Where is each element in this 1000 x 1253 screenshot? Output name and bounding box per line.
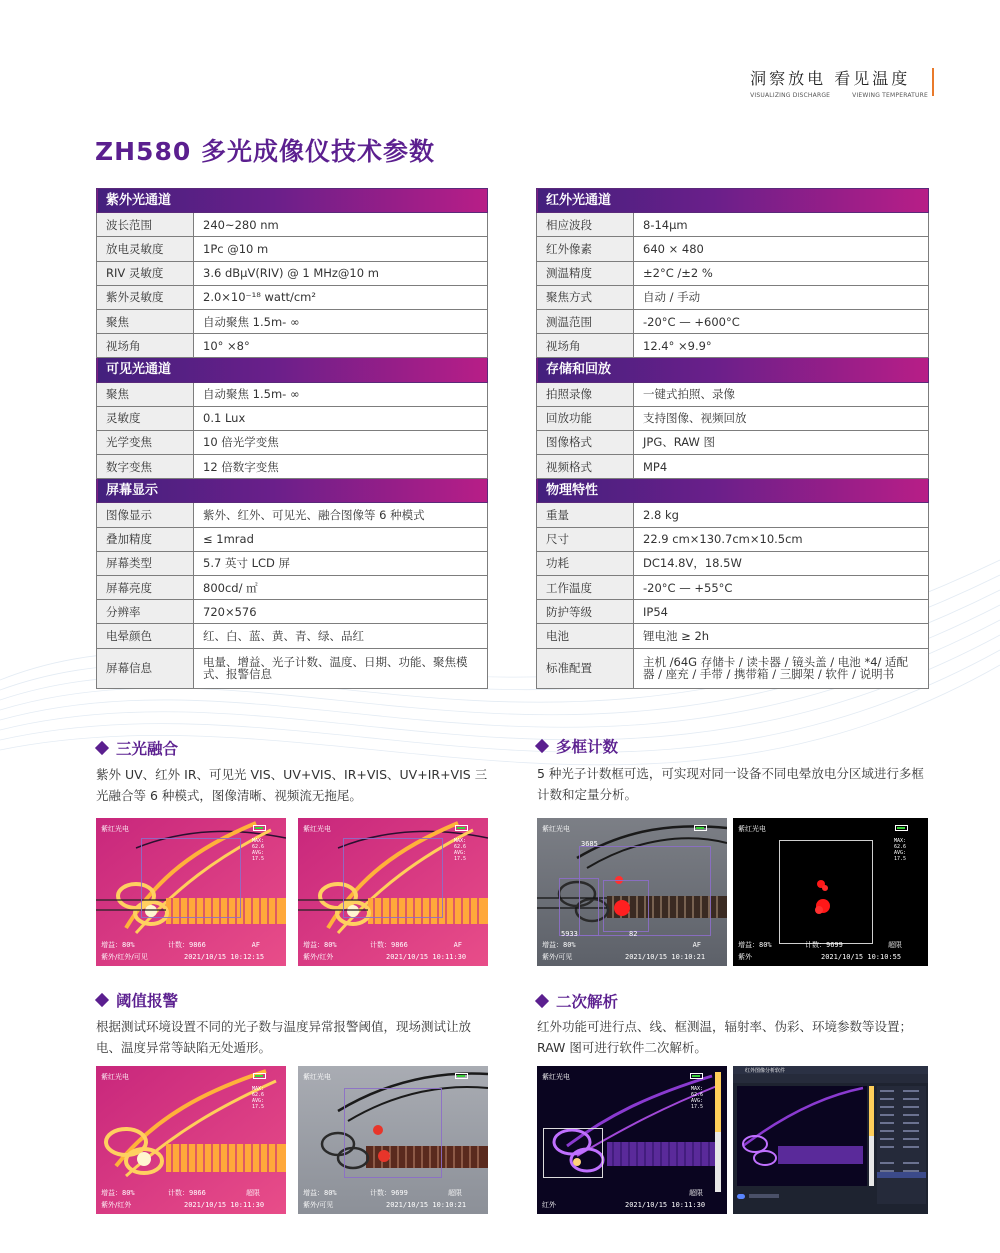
spec-key: 测温精度 <box>537 261 634 285</box>
diamond-icon <box>95 993 109 1007</box>
spec-key: 视频格式 <box>537 455 634 479</box>
spec-value: 一键式拍照、录像 <box>634 382 929 406</box>
spec-value: 2.8 kg <box>634 503 929 527</box>
spec-key: 叠加精度 <box>97 527 194 551</box>
alarm-flag: 超限 <box>448 1189 462 1197</box>
spec-value: ≤ 1mrad <box>194 527 488 551</box>
feature-text-alarm: 根据测试环境设置不同的光子数与温度异常报警阈值，现场测试让放电、温度异常等缺陷无处遁形。 <box>96 1019 472 1055</box>
spec-key: 防护等级 <box>537 600 634 624</box>
temperature-readout: MAX: 62.6 AVG: 17.5 <box>893 838 906 862</box>
feature-text-analysis: 红外功能可进行点、线、框测温，辐射率、伪彩、环境参数等设置；RAW 图可进行软件二次解析。 <box>537 1019 913 1055</box>
slogan-sub <box>750 92 928 99</box>
focus-flag: AF <box>251 941 260 949</box>
diamond-icon <box>535 739 549 753</box>
box-count-label: 5933 <box>561 930 578 938</box>
spec-value: DC14.8V，18.5W <box>634 551 929 575</box>
timestamp: 2021/10/15 10:12:15 <box>184 953 265 961</box>
display-mode: 紫外 <box>738 953 752 961</box>
spec-value: 1Pc @10 m <box>194 237 488 261</box>
gain-readout: 增益：80% <box>303 941 337 949</box>
alarm-flag: 超限 <box>689 1189 703 1197</box>
spec-key: 电池 <box>537 624 634 648</box>
diamond-icon <box>95 741 109 755</box>
spec-key: 相应波段 <box>537 213 634 237</box>
spec-key: 数字变焦 <box>97 455 194 479</box>
section-header: 红外光通道 <box>537 189 929 213</box>
spec-key: 光学变焦 <box>97 430 194 454</box>
feature-title-analysis <box>537 990 618 1012</box>
gain-readout: 增益：80% <box>738 941 772 949</box>
screenshot-fusion-2 <box>298 818 488 966</box>
spec-value: IP54 <box>634 600 929 624</box>
spec-key: RIV 灵敏度 <box>97 261 194 285</box>
display-mode: 紫外/红外 <box>101 1201 132 1209</box>
spec-key: 电晕颜色 <box>97 624 194 648</box>
spec-value: 800cd/ ㎡ <box>194 576 488 600</box>
screenshot-multibox-1 <box>537 818 727 966</box>
spec-key: 屏幕类型 <box>97 551 194 575</box>
spec-key: 视场角 <box>97 334 194 358</box>
count-box <box>779 840 873 944</box>
battery-icon <box>455 825 468 831</box>
focus-flag: AF <box>453 941 462 949</box>
spec-value: 12 倍数字变焦 <box>194 455 488 479</box>
section-header: 物理特性 <box>537 479 929 503</box>
spec-value: 5.7 英寸 LCD 屏 <box>194 551 488 575</box>
temperature-readout: MAX: 62.6 AVG: 17.5 <box>251 838 264 862</box>
display-mode: 紫外/红外 <box>303 953 334 961</box>
alarm-flag: 超限 <box>888 941 902 949</box>
spec-key: 拍照录像 <box>537 382 634 406</box>
slogan-sub-discharge: VISUALIZING DISCHARGE <box>750 92 831 99</box>
timestamp: 2021/10/15 10:11:30 <box>625 1201 706 1209</box>
temperature-readout: MAX: 62.6 AVG: 17.5 <box>453 838 466 862</box>
spec-key: 视场角 <box>537 334 634 358</box>
section-header: 可见光通道 <box>97 358 488 382</box>
spec-key: 工作温度 <box>537 576 634 600</box>
diamond-icon <box>535 994 549 1008</box>
feature-text-fusion: 紫外 UV、红外 IR、可见光 VIS、UV+VIS、IR+VIS、UV+IR+VIS 三光融合等 6 种模式，图像清晰、视频流无拖尾。 <box>96 767 488 803</box>
measure-box <box>343 838 443 918</box>
display-mode: 紫外/可见 <box>542 953 573 961</box>
spec-key: 聚焦 <box>97 309 194 333</box>
spec-key: 聚焦方式 <box>537 285 634 309</box>
timestamp: 2021/10/15 10:10:55 <box>821 953 902 961</box>
spec-value: 自动聚焦 1.5m- ∞ <box>194 309 488 333</box>
feature-title-text: 三光融合 <box>116 740 179 758</box>
spec-value: 640 × 480 <box>634 237 929 261</box>
battery-icon <box>253 1073 266 1079</box>
spec-key: 紫外灵敏度 <box>97 285 194 309</box>
spec-value: 主机 /64G 存储卡 / 读卡器 / 镜头盖 / 电池 *4/ 适配器 / 座充 / 手带 / 携带箱 / 三脚架 / 软件 / 说明书 <box>634 648 929 688</box>
spec-value: 支持图像、视频回放 <box>634 406 929 430</box>
spec-value: 0.1 Lux <box>194 406 488 430</box>
spec-key: 波长范围 <box>97 213 194 237</box>
spec-key: 回放功能 <box>537 406 634 430</box>
spec-key: 红外像素 <box>537 237 634 261</box>
spec-value: 240~280 nm <box>194 213 488 237</box>
section-header: 紫外光通道 <box>97 189 488 213</box>
device-brand: 紫红光电 <box>101 1073 129 1081</box>
screenshot-ir-analysis <box>537 1066 727 1214</box>
timestamp: 2021/10/15 10:11:30 <box>184 1201 265 1209</box>
photon-count: 计数：9866 <box>370 941 408 949</box>
battery-icon <box>895 825 908 831</box>
spec-key: 图像显示 <box>97 503 194 527</box>
timestamp: 2021/10/15 10:11:30 <box>386 953 467 961</box>
gain-readout: 增益：80% <box>542 941 576 949</box>
timestamp: 2021/10/15 10:10:21 <box>625 953 706 961</box>
spec-value: 10° ×8° <box>194 334 488 358</box>
screenshot-fusion-1 <box>96 818 286 966</box>
spec-key: 分辨率 <box>97 600 194 624</box>
feature-title-text: 多框计数 <box>556 738 619 756</box>
feature-title-text: 阈值报警 <box>116 992 179 1010</box>
focus-flag: AF <box>692 941 701 949</box>
display-mode: 紫外/可见 <box>303 1201 334 1209</box>
device-brand: 紫红光电 <box>738 825 766 833</box>
feature-title-alarm <box>97 989 178 1011</box>
spec-value: MP4 <box>634 455 929 479</box>
spec-value: 10 倍光学变焦 <box>194 430 488 454</box>
feature-title-text: 二次解析 <box>556 993 619 1011</box>
section-header: 屏幕显示 <box>97 479 488 503</box>
spec-value: ±2°C /±2 % <box>634 261 929 285</box>
photon-count: 计数：9866 <box>168 941 206 949</box>
spec-value: 锂电池 ≥ 2h <box>634 624 929 648</box>
spec-key: 重量 <box>537 503 634 527</box>
spec-value: 3.6 dBµV(RIV) @ 1 MHz@10 m <box>194 261 488 285</box>
photon-count: 计数：9866 <box>168 1189 206 1197</box>
spec-value: 自动 / 手动 <box>634 285 929 309</box>
photon-count: 计数：9699 <box>805 941 843 949</box>
software-window-title: 红外图像分析软件 <box>745 1068 786 1074</box>
gain-readout: 增益：80% <box>101 941 135 949</box>
device-brand: 紫红光电 <box>101 825 129 833</box>
count-box-b <box>603 880 649 932</box>
feature-text-multibox: 5 种光子计数框可选，可实现对同一设备不同电晕放电分区域进行多框计数和定量分析。 <box>537 766 924 802</box>
slogan-main: 洞察放电 看见温度 <box>750 69 911 88</box>
spec-value: 电量、增益、光子计数、温度、日期、功能、聚焦模式、报警信息 <box>194 648 488 688</box>
spec-key: 屏幕信息 <box>97 648 194 688</box>
spec-value: 红、白、蓝、黄、青、绿、品红 <box>194 624 488 648</box>
screenshot-alarm-1 <box>96 1066 286 1214</box>
spec-key: 放电灵敏度 <box>97 237 194 261</box>
temperature-readout: MAX: 62.6 AVG: 17.5 <box>690 1086 703 1110</box>
device-brand: 紫红光电 <box>542 825 570 833</box>
spec-key: 功耗 <box>537 551 634 575</box>
battery-icon <box>690 1073 703 1079</box>
spec-value: 22.9 cm×130.7cm×10.5cm <box>634 527 929 551</box>
screenshot-alarm-2 <box>298 1066 488 1214</box>
display-mode: 红外 <box>542 1201 556 1209</box>
slogan-sub-temperature: VIEWING TEMPERATURE <box>852 92 928 99</box>
gain-readout: 增益：80% <box>303 1189 337 1197</box>
page-title: ZH580 多光成像仪技术参数 <box>95 137 435 166</box>
count-box-c <box>559 878 599 936</box>
spec-value: 紫外、红外、可见光、融合图像等 6 种模式 <box>194 503 488 527</box>
photon-count: 计数：9699 <box>370 1189 408 1197</box>
box-count-label: 82 <box>629 930 638 938</box>
spec-table-right <box>536 188 929 689</box>
spec-key: 聚焦 <box>97 382 194 406</box>
battery-icon <box>253 825 266 831</box>
slogan-accent-bar <box>932 68 934 96</box>
spec-table-left <box>96 188 488 689</box>
spec-value: 720×576 <box>194 600 488 624</box>
spec-key: 标准配置 <box>537 648 634 688</box>
box-count-label: 3685 <box>581 840 598 848</box>
device-brand: 紫红光电 <box>303 825 331 833</box>
measure-box <box>141 838 241 918</box>
spec-value: -20°C — +55°C <box>634 576 929 600</box>
spec-value: 8-14µm <box>634 213 929 237</box>
spec-key: 图像格式 <box>537 430 634 454</box>
spec-key: 测温范围 <box>537 309 634 333</box>
screenshot-multibox-2 <box>733 818 928 966</box>
spec-value: JPG、RAW 图 <box>634 430 929 454</box>
slogan <box>750 66 928 99</box>
spec-value: 2.0×10⁻¹⁸ watt/cm² <box>194 285 488 309</box>
spec-key: 屏幕亮度 <box>97 576 194 600</box>
alarm-flag: 超限 <box>246 1189 260 1197</box>
spec-key: 尺寸 <box>537 527 634 551</box>
device-brand: 紫红光电 <box>303 1073 331 1081</box>
screenshot-analysis-software <box>733 1066 928 1214</box>
measure-box <box>344 1088 442 1178</box>
battery-icon <box>455 1073 468 1079</box>
display-mode: 紫外/红外/可见 <box>101 953 148 961</box>
temperature-readout: MAX: 62.6 AVG: 17.5 <box>251 1086 264 1110</box>
spec-key: 灵敏度 <box>97 406 194 430</box>
section-header: 存储和回放 <box>537 358 929 382</box>
battery-icon <box>694 825 707 831</box>
device-brand: 紫红光电 <box>542 1073 570 1081</box>
spec-value: -20°C — +600°C <box>634 309 929 333</box>
feature-title-multibox <box>537 735 618 757</box>
gain-readout: 增益：80% <box>101 1189 135 1197</box>
feature-title-fusion <box>97 737 178 759</box>
measure-box <box>543 1128 603 1178</box>
timestamp: 2021/10/15 10:10:21 <box>386 1201 467 1209</box>
spec-value: 12.4° ×9.9° <box>634 334 929 358</box>
spec-value: 自动聚焦 1.5m- ∞ <box>194 382 488 406</box>
